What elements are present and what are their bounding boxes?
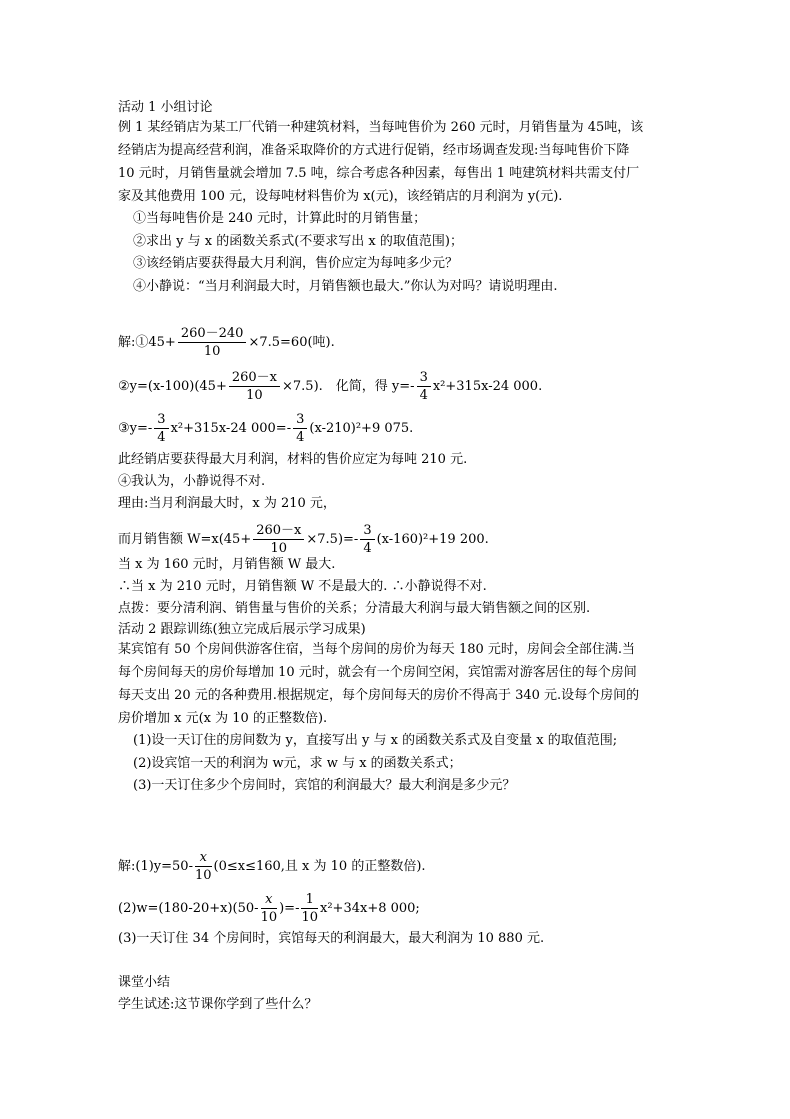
solution1-line4: 此经销店要获得最大月利润，材料的售价应定为每吨 210 元.	[118, 452, 468, 467]
numerator: x	[261, 891, 278, 909]
denominator: 10	[301, 910, 319, 925]
fraction	[154, 411, 168, 446]
activity2-question-2: (2)设宾馆一天的利润为 w元，求 w 与 x 的函数关系式；	[133, 756, 462, 771]
numerator: 260－x	[229, 369, 280, 387]
example-line-4: 家及其他费用 100 元，设每吨材料售价为 x(元)，该经销店的月利润为 y(元).	[118, 189, 563, 204]
s3-mid: x²+315x-24 000=-	[170, 421, 292, 436]
fraction	[261, 891, 278, 926]
solution1-tip: 点拨：要分清利润、销售量与售价的关系；分清最大利润与最大销售额之间的区别.	[118, 601, 591, 616]
solution1-line5: ④我认为，小静说得不对.	[118, 474, 266, 489]
solution1-line9: ∴当 x 为 210 元时，月销售额 W 不是最大的. ∴小静说得不对.	[118, 579, 487, 594]
solution1-step2	[118, 369, 542, 404]
question-2: ②求出 y 与 x 的函数关系式(不要求写出 x 的取值范围)；	[133, 234, 463, 249]
numerator: 260－240	[178, 325, 247, 343]
solution1-step1	[118, 325, 335, 360]
s2-post: x²+315x-24 000.	[432, 379, 543, 394]
s7-mid: ×7.5)=-	[306, 532, 359, 547]
numerator: 3	[293, 411, 307, 429]
s3-pre: ③y=-	[118, 421, 153, 436]
problem-line-1: 某宾馆有 50 个房间供游客住宿，当每个房间的房价为每天 180 元时，房间会全部住满.当	[118, 642, 636, 657]
a2-pre: (2)w=(180-20+x)(50-	[118, 901, 259, 916]
problem-line-3: 每天支出 20 元的各种费用.根据规定，每个房间每天的房价不得高于 340 元.设每个房间的	[118, 688, 640, 703]
denominator: 10	[203, 344, 221, 359]
s7-pre: 而月销售额 W=x(45+	[118, 532, 252, 547]
problem-line-2: 每个房间每天的房价每增加 10 元时，就会有一个房间空闲，宾馆需对游客居住的每个房间	[118, 665, 637, 680]
s7-post: (x-160)²+19 200.	[376, 532, 489, 547]
example-line-3: 10 元时，月销售量就会增加 7.5 吨，综合考虑各种因素，每售出 1 吨建筑材料共需支付厂	[118, 166, 640, 181]
fraction	[229, 369, 280, 404]
example-line-2: 经销店为提高经营利润，准备采取降价的方式进行促销，经市场调查发现:当每吨售价下降	[118, 143, 630, 158]
activity2-title: 活动 2 跟踪训练(独立完成后展示学习成果)	[118, 622, 366, 637]
solution2-step3: (3)一天订住 34 个房间时，宾馆每天的利润最大，最大利润为 10 880 元.	[118, 931, 545, 946]
fraction	[253, 522, 304, 557]
denominator: 10	[260, 910, 278, 925]
numerator: 260－x	[253, 522, 304, 540]
question-4: ④小静说：“当月利润最大时，月销售额也最大.”你认为对吗？请说明理由.	[133, 279, 558, 294]
solution1-step3	[118, 411, 413, 446]
question-3: ③该经销店要获得最大月利润，售价应定为每吨多少元？	[133, 256, 459, 271]
s2-pre: ②y=(x-100)(45+	[118, 379, 227, 394]
a1-pre: 解:(1)y=50-	[118, 859, 193, 874]
summary-line: 学生试述:这节课你学到了些什么？	[118, 997, 318, 1012]
solution2-step2	[118, 891, 420, 926]
problem-line-4: 房价增加 x 元(x 为 10 的正整数倍).	[118, 711, 328, 726]
solution1-line8: 当 x 为 160 元时，月销售额 W 最大.	[118, 557, 336, 572]
fraction	[360, 522, 374, 557]
solution1-line7	[118, 522, 489, 557]
s2-mid: ×7.5). 化简，得 y=-	[282, 379, 415, 394]
example-line-1: 例 1 某经销店为某工厂代销一种建筑材料，当每吨售价为 260 元时，月销售量为 45吨，该	[118, 120, 644, 135]
numerator: 1	[301, 891, 318, 909]
solution1-line6: 理由:当月利润最大时，x 为 210 元，	[118, 496, 336, 511]
s1-post: ×7.5=60(吨).	[248, 335, 335, 350]
activity1-title: 活动 1 小组讨论	[118, 100, 213, 115]
numerator: 3	[154, 411, 168, 429]
denominator: 10	[194, 868, 212, 883]
summary-title: 课堂小结	[118, 975, 171, 990]
denominator: 10	[246, 388, 263, 403]
solution2-step1	[118, 849, 426, 884]
denominator: 10	[270, 541, 288, 556]
fraction	[301, 891, 318, 926]
numerator: 3	[417, 369, 431, 387]
fraction	[293, 411, 307, 446]
activity2-question-1: (1)设一天订住的房间数为 y，直接写出 y 与 x 的函数关系式及自变量 x 的取值范围;	[133, 733, 618, 748]
question-1: ①当每吨售价是 240 元时，计算此时的月销售量；	[133, 211, 427, 226]
a2-post: x²+34x+8 000;	[320, 901, 420, 916]
a2-mid: )=-	[279, 901, 300, 916]
s1-pre: 解:①45+	[118, 335, 176, 350]
fraction	[195, 849, 212, 884]
denominator: 4	[157, 430, 166, 445]
a1-post: (0≤x≤160,且 x 为 10 的正整数倍).	[213, 859, 426, 874]
denominator: 4	[296, 430, 305, 445]
s3-post: (x-210)²+9 075.	[309, 421, 414, 436]
fraction	[178, 325, 247, 360]
denominator: 4	[419, 388, 428, 403]
activity2-question-3: (3)一天订住多少个房间时，宾馆的利润最大？最大利润是多少元？	[133, 778, 516, 793]
numerator: 3	[360, 522, 374, 540]
fraction	[417, 369, 431, 404]
numerator: x	[195, 849, 212, 867]
denominator: 4	[363, 541, 372, 556]
